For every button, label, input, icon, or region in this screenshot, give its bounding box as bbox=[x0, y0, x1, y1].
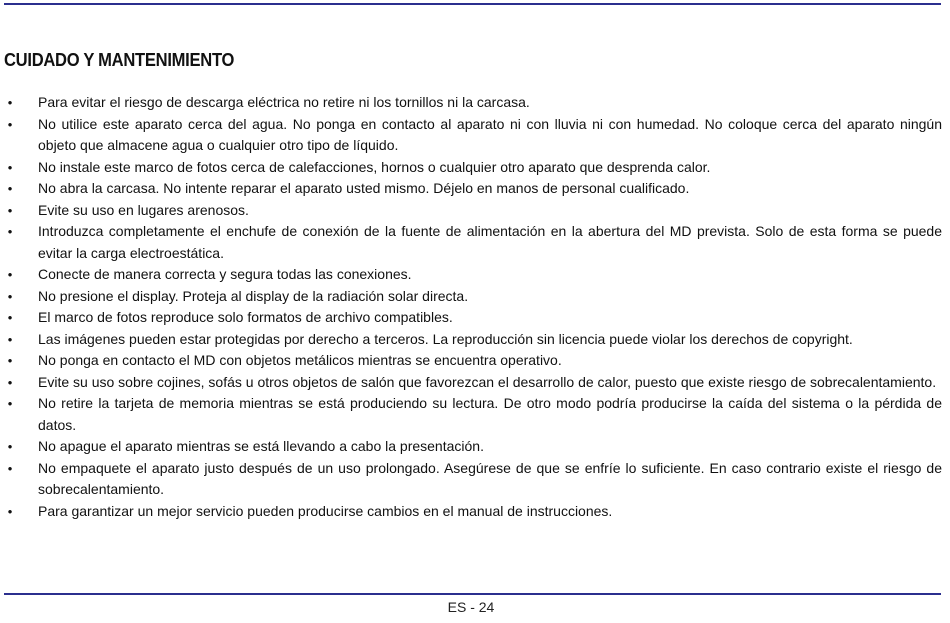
list-item-text: Conecte de manera correcta y segura todas las conexiones. bbox=[38, 266, 412, 282]
list-item bbox=[4, 458, 942, 501]
list-item bbox=[4, 393, 942, 436]
list-item-text: No empaquete el aparato justo después de un uso prolongado. Asegúrese de que se enfríe lo suficiente. En caso contrario existe el riesgo de sobrecalentamiento. bbox=[38, 459, 942, 497]
list-item-text: No presione el display. Proteja al display de la radiación solar directa. bbox=[38, 287, 469, 304]
bullet-icon: • bbox=[7, 331, 13, 347]
list-item bbox=[4, 372, 942, 394]
bullet-icon: • bbox=[7, 396, 13, 411]
list-item-text: No retire la tarjeta de memoria mientras se está produciendo su lectura. De otro modo podría producirse la caída del sistema o la pérdida de datos. bbox=[38, 395, 942, 433]
bullet-icon: • bbox=[7, 353, 13, 368]
list-item bbox=[4, 286, 942, 308]
care-instructions-list bbox=[4, 92, 942, 522]
bullet-icon: • bbox=[7, 439, 13, 454]
list-item-text: No abra la carcasa. No intente reparar el aparato usted mismo. Déjelo en manos de personal cualificado. bbox=[38, 180, 690, 196]
list-item-text: No ponga en contacto el MD con objetos metálicos mientras se encuentra operativo. bbox=[38, 352, 562, 368]
bullet-icon: • bbox=[7, 95, 13, 110]
bullet-icon: • bbox=[7, 116, 13, 132]
bullet-icon: • bbox=[7, 460, 13, 476]
list-item-text: Introduzca completamente el enchufe de conexión de la fuente de alimentación en la abertura del MD prevista. Solo de esta forma se puede evitar la carga electroestática. bbox=[38, 223, 942, 261]
bullet-icon: • bbox=[7, 503, 13, 519]
bottom-divider bbox=[4, 593, 941, 595]
list-item bbox=[4, 221, 942, 264]
list-item-text: No instale este marco de fotos cerca de calefacciones, hornos o cualquier otro aparato que desprenda calor. bbox=[38, 158, 711, 175]
bullet-icon: • bbox=[7, 267, 13, 282]
bullet-icon: • bbox=[7, 374, 13, 390]
list-item-text: Las imágenes pueden estar protegidas por derecho a terceros. La reproducción sin licencia puede violar los derechos de copyright. bbox=[38, 330, 853, 347]
list-item-text: No utilice este aparato cerca del agua. No ponga en contacto al aparato ni con lluvia ni con humedad. No coloque cerca del aparato ningún objeto que almacene agua o cualquier otro tipo de líquido. bbox=[38, 115, 942, 153]
bullet-icon: • bbox=[7, 288, 13, 304]
list-item bbox=[4, 92, 942, 114]
list-item bbox=[4, 329, 942, 351]
section-title: CUIDADO Y MANTENIMIENTO bbox=[4, 50, 235, 71]
list-item-text: Para garantizar un mejor servicio pueden producirse cambios en el manual de instrucciones. bbox=[38, 502, 613, 519]
list-item-text: Evite su uso en lugares arenosos. bbox=[38, 201, 249, 218]
list-item bbox=[4, 264, 942, 286]
bullet-icon: • bbox=[7, 202, 13, 218]
top-divider bbox=[4, 3, 941, 5]
list-item-text: No apague el aparato mientras se está llevando a cabo la presentación. bbox=[38, 438, 484, 454]
list-item bbox=[4, 114, 942, 157]
list-item-text: Para evitar el riesgo de descarga eléctrica no retire ni los tornillos ni la carcasa. bbox=[38, 94, 530, 110]
bullet-icon: • bbox=[7, 159, 13, 175]
bullet-icon: • bbox=[7, 181, 13, 196]
list-item bbox=[4, 307, 942, 329]
bullet-icon: • bbox=[7, 224, 13, 239]
list-item bbox=[4, 501, 942, 523]
list-item bbox=[4, 157, 942, 179]
list-item-text: Evite su uso sobre cojines, sofás u otros objetos de salón que favorezcan el desarrollo de calor, puesto que existe riesgo de sobrecalentamiento. bbox=[38, 373, 937, 390]
list-item bbox=[4, 200, 942, 222]
list-item bbox=[4, 350, 942, 372]
bullet-icon: • bbox=[7, 310, 13, 325]
list-item bbox=[4, 178, 942, 200]
page-number: ES - 24 bbox=[447, 599, 495, 615]
list-item bbox=[4, 436, 942, 458]
list-item-text: El marco de fotos reproduce solo formatos de archivo compatibles. bbox=[38, 309, 453, 325]
